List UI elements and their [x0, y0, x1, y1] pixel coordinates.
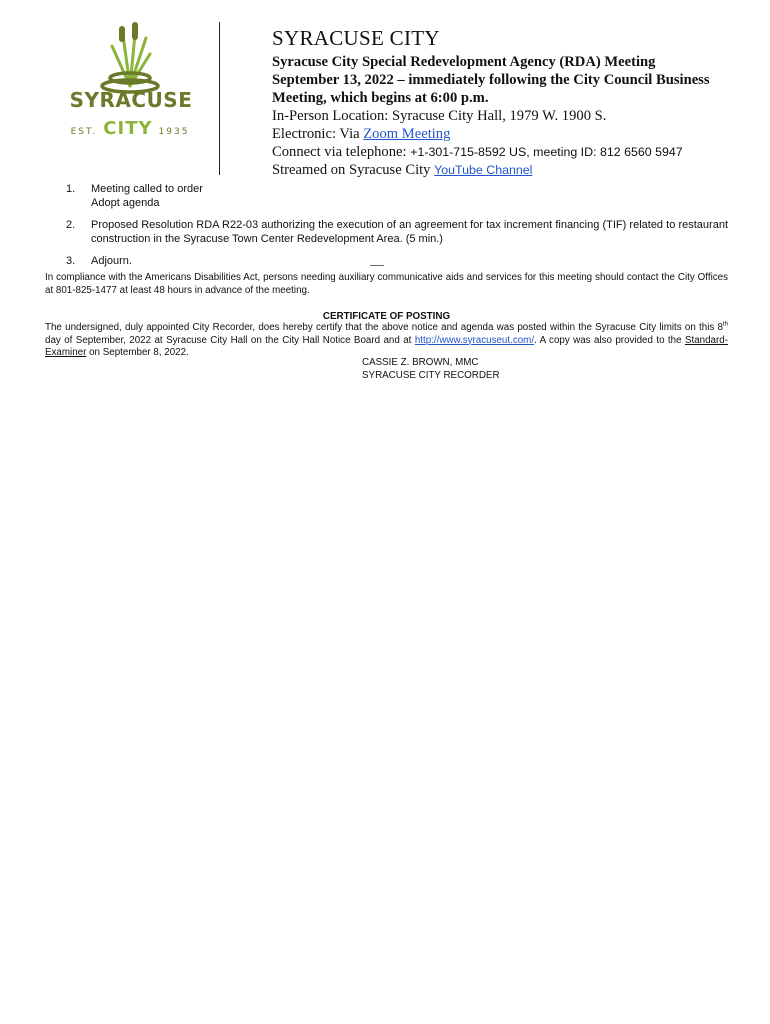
- cert-text-4: on September 8, 2022.: [86, 347, 189, 358]
- city-name: SYRACUSE CITY: [272, 26, 440, 50]
- cert-text-1: The undersigned, duly appointed City Recorder, does hereby certify that the above notice and agenda was posted within the Syracuse City limits on this 8: [45, 322, 723, 333]
- phone-details: +1-301-715-8592 US, meeting ID: 812 6560 5947: [410, 145, 683, 159]
- agenda-item-text: Meeting called to order: [91, 183, 203, 195]
- header-block: [272, 26, 752, 179]
- agenda-item: [66, 219, 728, 246]
- zoom-meeting-link[interactable]: Zoom Meeting: [363, 126, 451, 142]
- phone-prefix: Connect via telephone:: [272, 144, 411, 160]
- cert-text-2: day of September, 2022 at Syracuse City Hall on the City Hall Notice Board and at: [45, 334, 415, 346]
- certificate-body: [45, 322, 728, 360]
- phone-line: [272, 143, 752, 161]
- agenda-item-number: 1.: [66, 183, 76, 195]
- cert-ordinal: th: [722, 321, 728, 328]
- agenda-item: [66, 183, 728, 210]
- electronic-prefix: Electronic: Via: [272, 126, 364, 142]
- meeting-title: [272, 53, 752, 107]
- stream-line: [272, 161, 752, 179]
- title-line-2: September 13, 2022 – immediately following the City Council Business: [272, 72, 710, 88]
- logo-est: EST.: [70, 127, 98, 137]
- agenda-item: [66, 255, 728, 269]
- youtube-channel-link[interactable]: YouTube Channel: [434, 163, 533, 177]
- signer-name: CASSIE Z. BROWN, MMC: [362, 357, 479, 368]
- title-line-1: Syracuse City Special Redevelopment Agency (RDA) Meeting: [272, 54, 656, 70]
- ada-compliance-notice: In compliance with the Americans Disabilities Act, persons needing auxiliary communicative aids and services for this meeting should contact the City Offices at 801-825-1477 at least 48 hours in advance of the meeting.: [45, 272, 728, 296]
- city-website-link[interactable]: http://www.syracuseut.com/: [414, 334, 535, 346]
- cert-text-3: . A copy was also provided to the: [534, 334, 685, 346]
- signer-title: SYRACUSE CITY RECORDER: [362, 369, 500, 381]
- agenda-item-number: 2.: [66, 219, 76, 231]
- signature-block: [362, 357, 500, 382]
- location-line: In-Person Location: Syracuse City Hall, 1979 W. 1900 S.: [272, 108, 607, 124]
- agenda-list: [66, 183, 728, 278]
- logo-wordmark: SYRACUSE: [69, 88, 193, 112]
- logo-est-line: [60, 118, 200, 139]
- agenda-item-number: 3.: [66, 255, 76, 267]
- certificate-title: CERTIFICATE OF POSTING: [322, 311, 451, 322]
- section-separator: [370, 265, 384, 266]
- syracuse-city-logo: [60, 20, 200, 140]
- cattail-icon: [60, 20, 200, 95]
- logo-year: 1935: [158, 127, 190, 137]
- agenda-item-text: Proposed Resolution RDA R22-03 authorizing the execution of an agreement for tax increment financing (TIF) related to restaurant construction in the Syracuse Town Center Redevelopment Area. (5 min.): [91, 219, 728, 245]
- logo-city: CITY: [103, 118, 153, 139]
- newspaper-name: Standard-Examiner: [45, 334, 728, 358]
- agenda-item-subtext: Adopt agenda: [91, 196, 160, 209]
- stream-prefix: Streamed on Syracuse City: [272, 162, 435, 178]
- agenda-item-text: Adjourn.: [91, 255, 132, 267]
- title-line-3: Meeting, which begins at 6:00 p.m.: [272, 90, 489, 106]
- header-divider: [219, 22, 220, 175]
- electronic-line: [272, 125, 752, 143]
